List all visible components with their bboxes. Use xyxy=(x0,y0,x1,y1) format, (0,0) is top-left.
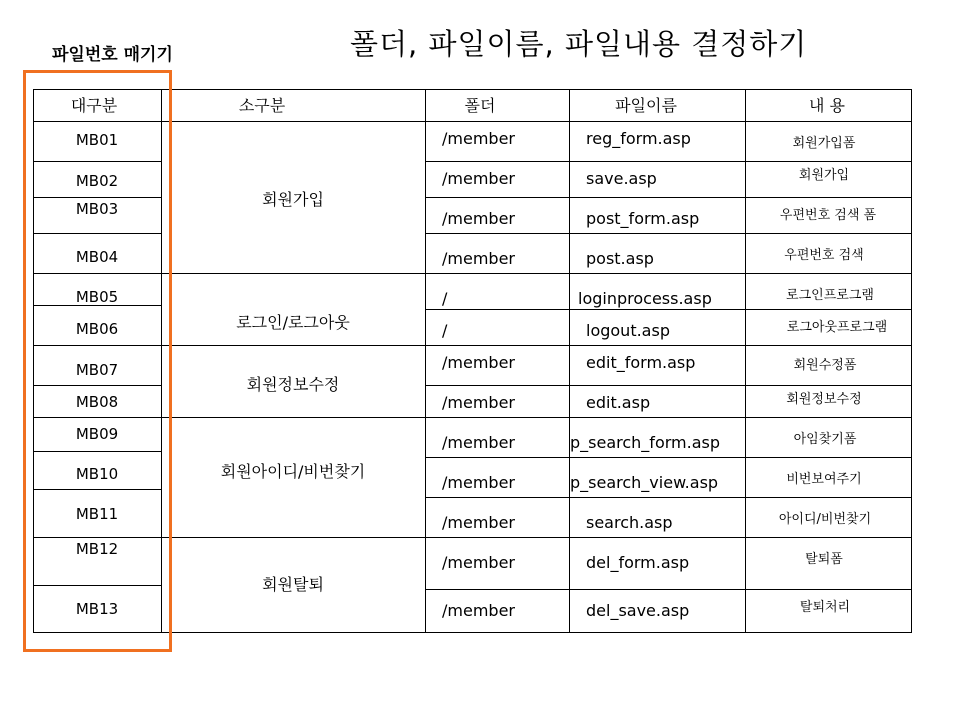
header-minor-category: 소구분 xyxy=(238,96,286,115)
folder-path: /member xyxy=(442,169,515,188)
file-name: logout.asp xyxy=(586,321,670,340)
file-description: 회원가입폼 xyxy=(792,136,856,151)
file-description: 아이디/비번찾기 xyxy=(778,512,872,527)
file-name: del_form.asp xyxy=(586,553,690,572)
file-description: 회원가입 xyxy=(798,168,850,183)
row-divider xyxy=(425,457,911,458)
header-major-category: 대구분 xyxy=(70,96,118,115)
file-description: 아임찾기폼 xyxy=(793,432,857,447)
file-description: 회원정보수정 xyxy=(786,392,862,407)
file-code: MB05 xyxy=(75,288,119,306)
file-description: 탈퇴처리 xyxy=(799,600,851,615)
folder-path: /member xyxy=(442,513,515,532)
file-code: MB07 xyxy=(75,361,119,379)
group-label: 회원탈퇴 xyxy=(262,575,324,594)
header-folder: 폴더 xyxy=(464,96,496,115)
header-file-name: 파일이름 xyxy=(615,96,677,115)
file-description: 비번보여주기 xyxy=(786,472,862,487)
file-code: MB13 xyxy=(75,600,119,618)
column-divider xyxy=(425,90,426,632)
file-name: edit_form.asp xyxy=(586,353,696,372)
folder-path: /member xyxy=(442,209,515,228)
code-column-highlight xyxy=(23,70,172,652)
file-code: MB11 xyxy=(75,505,119,523)
page-title: 폴더, 파일이름, 파일내용 결정하기 xyxy=(350,27,808,61)
file-description: 회원수정폼 xyxy=(793,358,857,373)
folder-path: /member xyxy=(442,249,515,268)
folder-path: / xyxy=(442,289,448,308)
file-code: MB01 xyxy=(75,131,119,149)
file-name: post_form.asp xyxy=(586,209,700,228)
file-name: p_search_form.asp xyxy=(570,433,720,452)
row-divider xyxy=(425,497,911,498)
file-code: MB12 xyxy=(75,540,119,558)
folder-path: /member xyxy=(442,473,515,492)
file-name: del_save.asp xyxy=(586,601,690,620)
column-divider xyxy=(569,90,570,632)
group-label: 회원아이디/비번찾기 xyxy=(220,462,366,481)
folder-path: /member xyxy=(442,129,515,148)
file-name: save.asp xyxy=(586,169,657,188)
folder-path: /member xyxy=(442,601,515,620)
file-description: 탈퇴폼 xyxy=(805,552,843,567)
folder-path: /member xyxy=(442,353,515,372)
file-name: search.asp xyxy=(586,513,673,532)
file-code: MB04 xyxy=(75,248,119,266)
header-content: 내 용 xyxy=(809,96,845,115)
row-divider xyxy=(425,197,911,198)
group-label: 회원정보수정 xyxy=(246,375,340,394)
folder-path: /member xyxy=(442,553,515,572)
row-divider xyxy=(425,161,911,162)
file-code: MB08 xyxy=(75,393,119,411)
row-divider xyxy=(425,385,911,386)
folder-path: / xyxy=(442,321,448,340)
file-description: 로그인프로그램 xyxy=(786,288,874,303)
file-description: 우편번호 검색 폼 xyxy=(779,208,877,223)
file-code: MB06 xyxy=(75,320,119,338)
file-code: MB03 xyxy=(75,200,119,218)
row-divider xyxy=(425,309,911,310)
folder-path: /member xyxy=(442,433,515,452)
group-label: 회원가입 xyxy=(262,190,324,209)
row-divider xyxy=(425,233,911,234)
file-name: reg_form.asp xyxy=(586,129,691,148)
file-name: post.asp xyxy=(586,249,654,268)
file-name: edit.asp xyxy=(586,393,651,412)
file-code: MB09 xyxy=(75,425,119,443)
file-description: 로그아웃프로그램 xyxy=(786,320,888,335)
section-subtitle: 파일번호 매기기 xyxy=(52,45,173,65)
file-code: MB10 xyxy=(75,465,119,483)
row-divider xyxy=(425,589,911,590)
file-name: loginprocess.asp xyxy=(578,289,712,308)
group-label: 로그인/로그아웃 xyxy=(236,313,350,332)
file-description: 우편번호 검색 xyxy=(784,248,864,263)
folder-path: /member xyxy=(442,393,515,412)
column-divider xyxy=(745,90,746,632)
file-code: MB02 xyxy=(75,172,119,190)
file-name: p_search_view.asp xyxy=(570,473,719,492)
